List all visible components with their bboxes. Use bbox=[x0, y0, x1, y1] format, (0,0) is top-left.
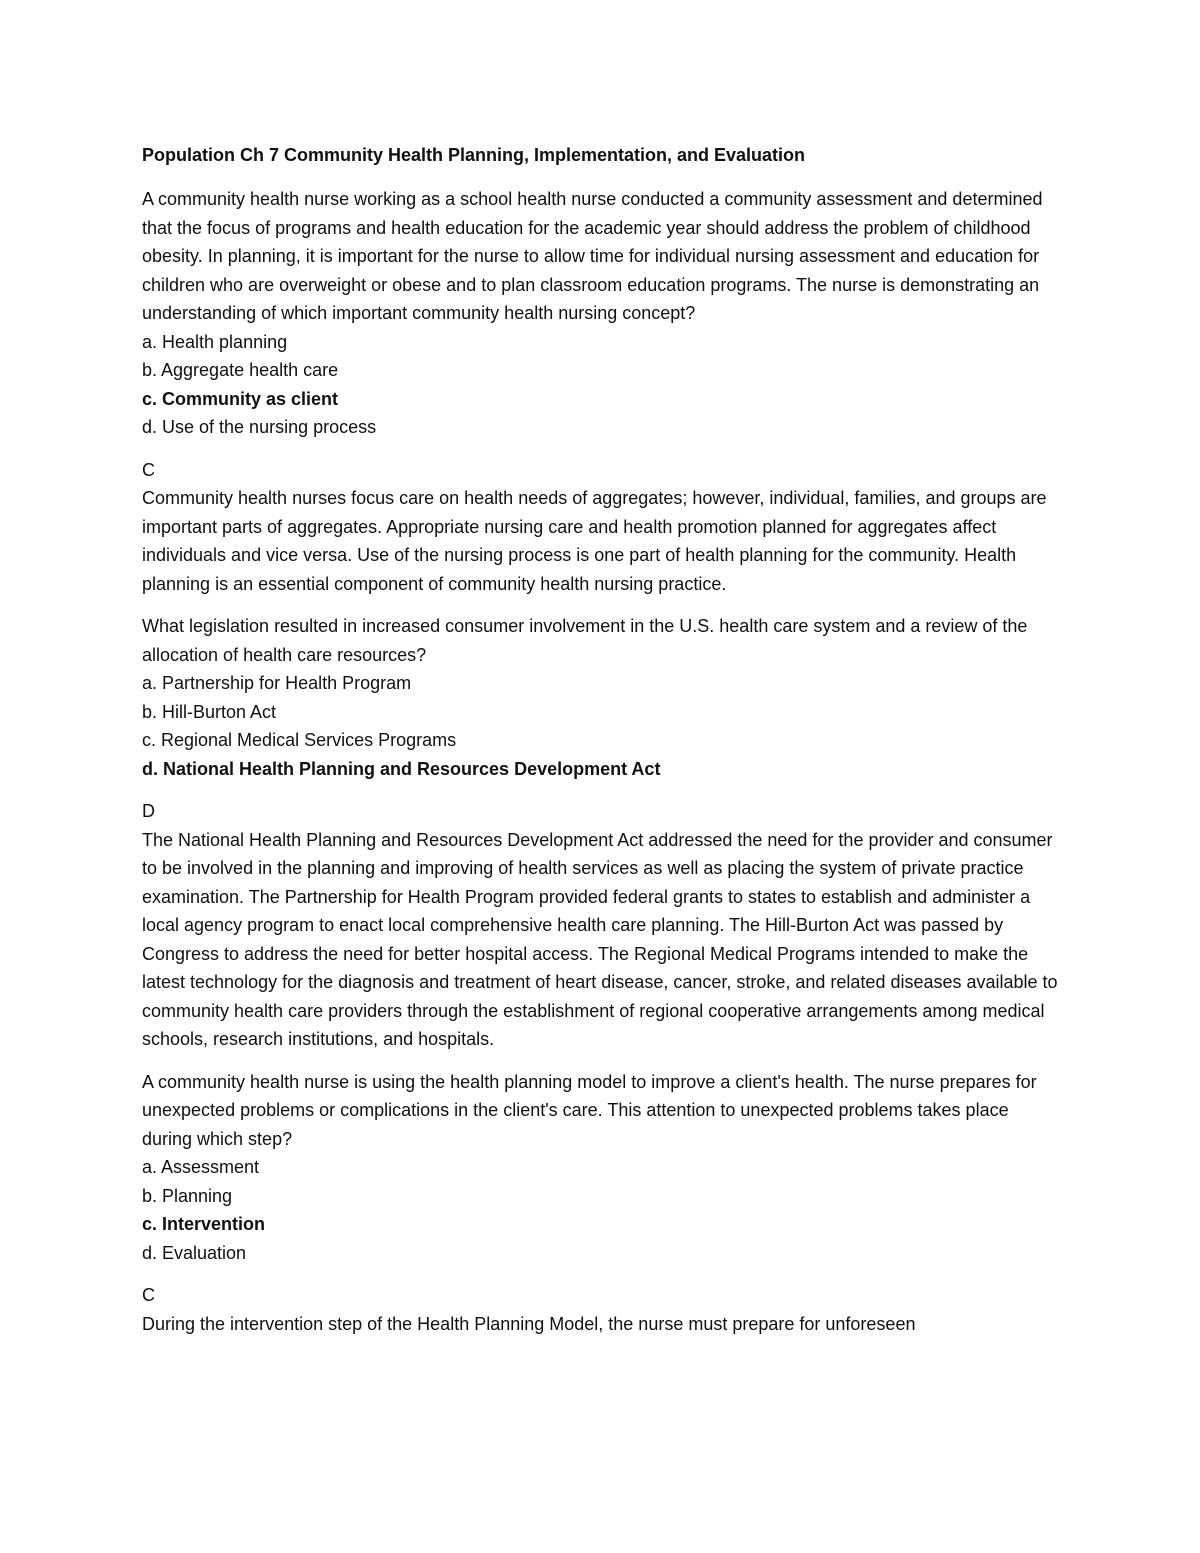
option-c: c. Regional Medical Services Programs bbox=[142, 730, 457, 750]
question-block bbox=[142, 185, 1062, 598]
answer-letter: C bbox=[142, 1285, 155, 1305]
question-block bbox=[142, 1068, 1062, 1339]
option-a: a. Assessment bbox=[142, 1157, 260, 1177]
option-c-correct: c. Intervention bbox=[142, 1214, 266, 1234]
answer-letter: D bbox=[142, 801, 155, 821]
option-a: a. Partnership for Health Program bbox=[142, 673, 412, 693]
option-d-correct: d. National Health Planning and Resources Development Act bbox=[142, 758, 661, 779]
question-stem: A community health nurse working as a school health nurse conducted a community assessment and determined that the focus of programs and health education for the academic year should address the problem of childhood obesity. In planning, it is important for the nurse to allow time for individual nursing assessment and education for children who are overweight or obese and to plan classroom education programs. The nurse is demonstrating an understanding of which important community health nursing concept? bbox=[142, 189, 1043, 323]
rationale: During the intervention step of the Health Planning Model, the nurse must prepare for unforeseen bbox=[142, 1313, 916, 1334]
question-stem: What legislation resulted in increased consumer involvement in the U.S. health care system and a review of the allocation of health care resources? bbox=[142, 616, 1028, 665]
option-d: d. Evaluation bbox=[142, 1242, 247, 1263]
rationale: The National Health Planning and Resources Development Act addressed the need for the provider and consumer to be involved in the planning and improving of health services as well as placing the system of private practice examination. The Partnership for Health Program provided federal grants to states to establish and administer a local agency program to enact local comprehensive health care planning. The Hill-Burton Act was passed by Congress to address the need for better hospital access. The Regional Medical Programs intended to make the latest technology for the diagnosis and treatment of heart disease, cancer, stroke, and related diseases available to community health care providers through the establishment of regional cooperative arrangements among medical schools, research institutions, and hospitals. bbox=[142, 829, 1058, 1049]
answer-letter: C bbox=[142, 459, 155, 480]
question-block bbox=[142, 612, 1062, 1054]
option-b: b. Aggregate health care bbox=[142, 360, 339, 380]
option-b: b. Hill-Burton Act bbox=[142, 701, 277, 722]
option-d: d. Use of the nursing process bbox=[142, 417, 377, 437]
option-b: b. Planning bbox=[142, 1185, 233, 1206]
document-title: Population Ch 7 Community Health Planning, Implementation, and Evaluation bbox=[142, 145, 806, 165]
rationale: Community health nurses focus care on health needs of aggregates; however, individual, families, and groups are important parts of aggregates. Appropriate nursing care and health promotion planned for aggregates affect individuals and vice versa. Use of the nursing process is one part of health planning for the community. Health planning is an essential component of community health nursing practice. bbox=[142, 488, 1047, 594]
question-stem: A community health nurse is using the health planning model to improve a client's health. The nurse prepares for unexpected problems or complications in the client's care. This attention to unexpected problems takes place during which step? bbox=[142, 1071, 1037, 1149]
option-c-correct: c. Community as client bbox=[142, 388, 339, 409]
document-page bbox=[142, 141, 1062, 1338]
option-a: a. Health planning bbox=[142, 331, 288, 352]
